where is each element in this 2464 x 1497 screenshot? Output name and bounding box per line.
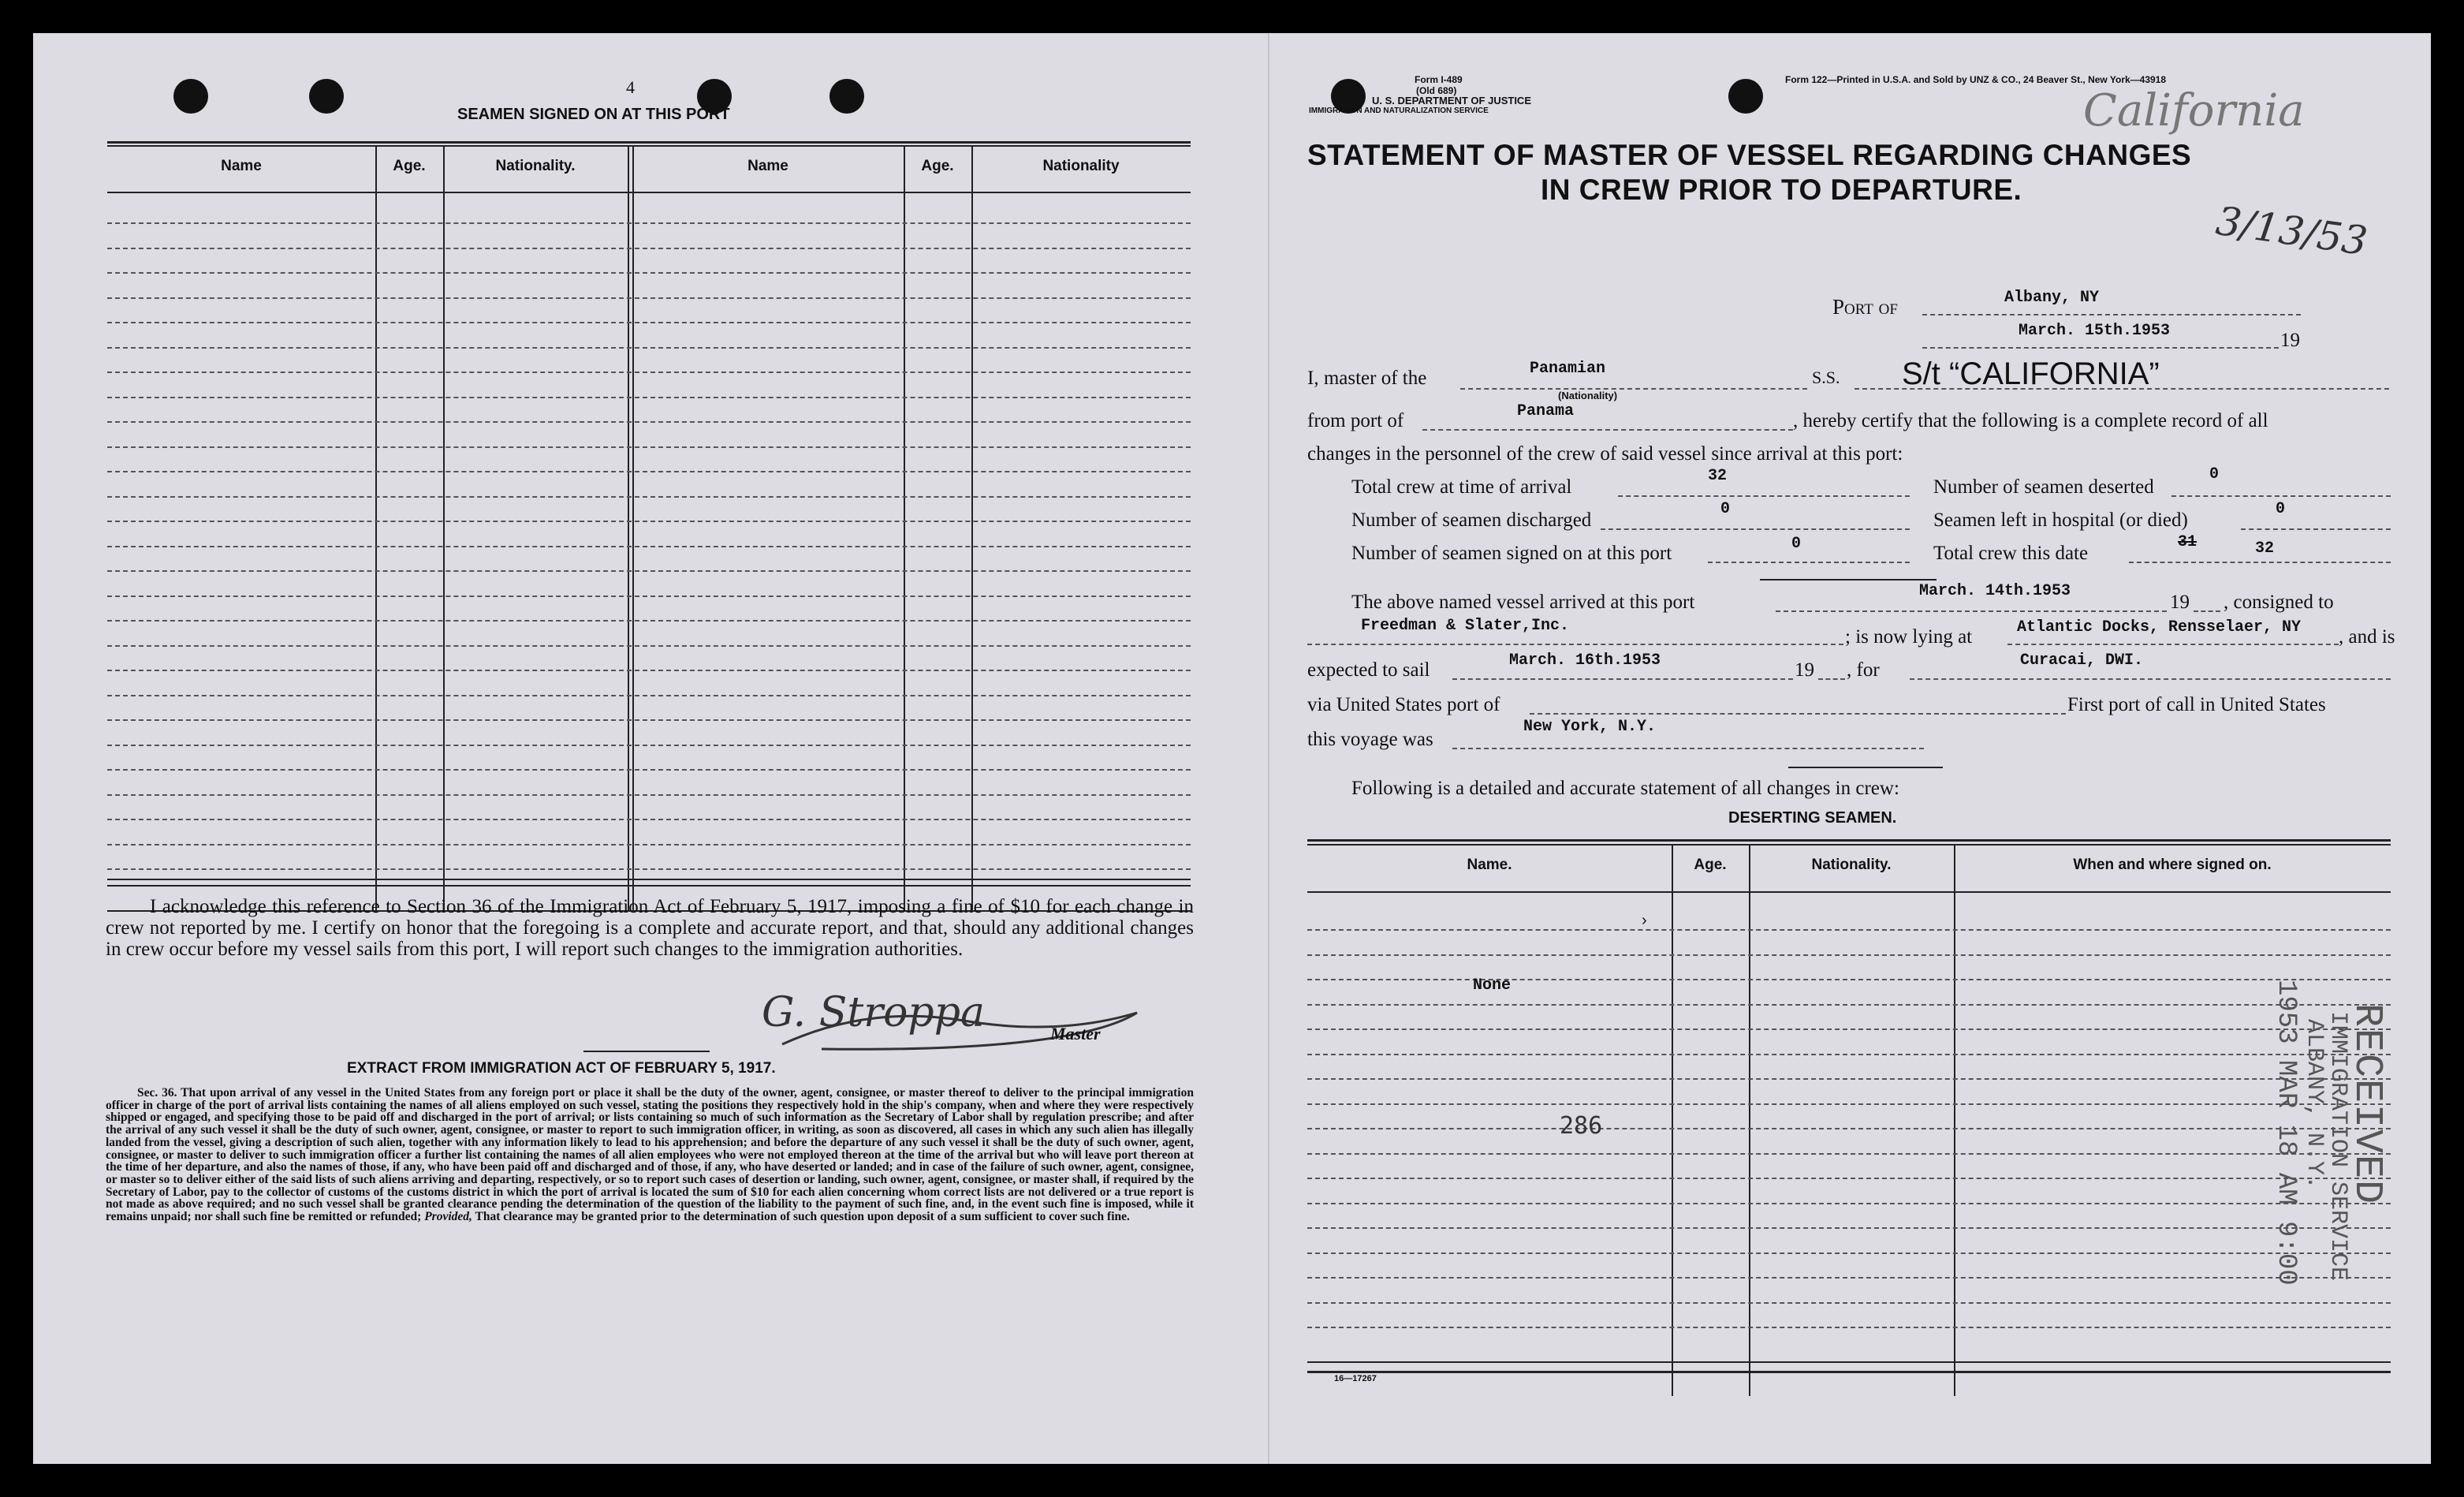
column-divider <box>375 145 377 912</box>
page-fold <box>1268 33 1269 1464</box>
column-header-nationality: Nationality <box>1042 158 1120 174</box>
port-line <box>1922 314 2301 315</box>
consigned-label: , consigned to <box>2224 592 2334 613</box>
from-port-label: from port of <box>1307 410 1404 431</box>
received-stamp-service <box>2324 1011 2351 1281</box>
deserting-table-top-rule <box>1307 839 2391 842</box>
deserting-header-age: Age. <box>1694 857 1727 873</box>
handwritten-date: 3/13/53 <box>2212 197 2370 265</box>
stamp-service: IMMIGRATION SERVICE <box>2324 1011 2351 1282</box>
handwritten-vessel-name: California <box>2083 85 2305 136</box>
separator-rule <box>583 1051 710 1052</box>
deserting-row-line <box>1307 1054 2391 1055</box>
consignee-line <box>1307 644 1843 645</box>
extract-title: EXTRACT FROM IMMIGRATION ACT OF FEBRUARY 5, 1917. <box>347 1060 776 1077</box>
table-row-line <box>107 794 1191 796</box>
table-row-line <box>107 496 1191 498</box>
deserting-row-line <box>1307 1178 2391 1179</box>
form-title-line-2: IN CREW PRIOR TO DEPARTURE. <box>1541 174 2022 206</box>
nationality-value: Panamian <box>1530 360 1606 378</box>
total-date-struck: 31 <box>2178 533 2197 551</box>
master-of-label: I, master of the <box>1307 368 1427 389</box>
certify-text: , hereby certify that the following is a complete record of all <box>1793 410 2268 431</box>
column-header-nationality: Nationality. <box>495 158 576 174</box>
first-port-label: First port of call in United States <box>2067 694 2326 715</box>
hospital-line <box>2241 528 2391 530</box>
form-title-line-1: STATEMENT OF MASTER OF VESSEL REGARDING CHANGES <box>1307 139 2192 171</box>
deserting-row-line <box>1307 1252 2391 1254</box>
discharged-value: 0 <box>1720 500 1731 518</box>
deserting-bottom-rule <box>1307 1371 2391 1373</box>
table-header-rule <box>107 192 1191 193</box>
date-value: March. 15th.1953 <box>2019 322 2171 340</box>
deserting-row-arrow: › <box>1642 912 1647 929</box>
total-arrival-label: Total crew at time of arrival <box>1351 476 1572 498</box>
stamp-date: 1953 MAR 18 AM 9:00 <box>2271 980 2301 1286</box>
deserting-table-top-rule <box>1307 844 2391 846</box>
date-line <box>1922 347 2279 349</box>
table-row-line <box>107 471 1191 472</box>
table-row-line <box>107 347 1191 349</box>
deserting-row-line <box>1307 1128 2391 1129</box>
nationality-caption: (Nationality) <box>1558 390 1618 401</box>
stamp-location: ALBANY, N.Y. <box>2301 1019 2328 1190</box>
table-row-line <box>107 745 1191 746</box>
column-divider <box>628 145 629 912</box>
department-name: U. S. DEPARTMENT OF JUSTICE <box>1372 95 1531 106</box>
table-row-line <box>107 844 1191 846</box>
stats-separator <box>1760 579 1937 581</box>
deserting-bottom-rule <box>1307 1361 2391 1363</box>
lying-line <box>2007 644 2339 645</box>
expected-label: expected to sail <box>1307 659 1430 681</box>
nationality-line <box>1460 388 1807 390</box>
hospital-label: Seamen left in hospital (or died) <box>1933 510 2188 531</box>
total-arrival-value: 32 <box>1708 467 1728 485</box>
lying-label: ; is now lying at <box>1845 626 1973 648</box>
column-header-name: Name <box>747 158 788 174</box>
table-bottom-rule <box>107 885 1191 887</box>
vessel-name: S/t “CALIFORNIA” <box>1902 357 2160 391</box>
signed-on-table-title: SEAMEN SIGNED ON AT THIS PORT <box>457 106 730 123</box>
deserting-header-name: Name. <box>1467 857 1512 873</box>
punch-hole <box>829 79 864 114</box>
deserting-header-signed-on: When and where signed on. <box>2073 857 2272 873</box>
column-header-name: Name <box>221 158 262 174</box>
following-text: Following is a detailed and accurate statement of all changes in crew: <box>1351 778 1899 799</box>
via-label: via United States port of <box>1307 694 1500 715</box>
deserting-row-line <box>1307 1302 2391 1304</box>
deserting-row-line <box>1307 979 2391 980</box>
discharged-line <box>1601 528 1910 530</box>
voyage-line <box>1452 748 1924 749</box>
table-bottom-rule <box>107 879 1191 880</box>
table-row-line <box>107 222 1191 224</box>
table-row-line <box>107 819 1191 820</box>
deserting-row-line <box>1307 1203 2391 1204</box>
expected-year-line <box>1818 678 1845 680</box>
arrived-value: March. 14th.1953 <box>1919 582 2071 600</box>
deserting-row-line <box>1307 1028 2391 1030</box>
hospital-value: 0 <box>2276 500 2286 518</box>
deserting-row-line <box>1307 954 2391 956</box>
for-line <box>1910 678 2391 680</box>
table-row-line <box>107 248 1191 249</box>
voyage-label: this voyage was <box>1307 729 1433 750</box>
for-value: Curacai, DWI. <box>2020 651 2144 670</box>
deserting-column-divider <box>1672 844 1673 1396</box>
column-divider <box>971 145 973 912</box>
table-top-rule <box>107 145 1191 147</box>
arrived-year-suffix: 19 <box>2170 592 2190 613</box>
total-date-line <box>2129 562 2391 563</box>
table-row-line <box>107 272 1191 274</box>
discharged-label: Number of seamen discharged <box>1351 510 1592 531</box>
table-top-rule <box>107 141 1191 144</box>
deserting-header-nationality: Nationality. <box>1811 857 1892 873</box>
port-value: Albany, NY <box>2004 289 2100 307</box>
deserted-value: 0 <box>2209 465 2220 483</box>
ss-label: S.S. <box>1812 368 1840 387</box>
port-label: Port of <box>1832 295 1898 319</box>
total-date-value: 32 <box>2255 539 2275 558</box>
year-suffix: 19 <box>2280 330 2300 351</box>
for-label: , for <box>1847 659 1880 681</box>
arrived-line <box>1776 610 2167 612</box>
date-year-suffix <box>2280 330 2300 352</box>
deserted-label: Number of seamen deserted <box>1933 476 2154 498</box>
deserting-title: DESERTING SEAMEN. <box>1728 809 1897 827</box>
from-port-value: Panama <box>1517 402 1575 420</box>
acknowledgment-paragraph: I acknowledge this reference to Section 36 of the Immigration Act of February 5, 1917, imposing a fine of $10 for each change in crew not reported by me. I certify on honor that the foregoing is a complete and accurate report, and that, should any additional changes in crew occur before my vessel sails from this port, I will report such changes to the immigration authorities. <box>106 896 1194 960</box>
table-row-line <box>107 521 1191 522</box>
arrived-label: The above named vessel arrived at this port <box>1351 592 1695 613</box>
column-divider <box>443 145 445 912</box>
total-arrival-line <box>1618 495 1910 497</box>
table-row-line <box>107 645 1191 647</box>
deserting-row-line <box>1307 929 2391 931</box>
signed-on-label: Number of seamen signed on at this port <box>1351 543 1672 564</box>
deserting-column-divider <box>1749 844 1750 1396</box>
table-row-line <box>107 620 1191 622</box>
deserting-row-line <box>1307 1227 2391 1229</box>
deserting-row-line <box>1307 1327 2391 1328</box>
deserting-row-line <box>1307 1004 2391 1006</box>
received-stamp-location <box>2301 1019 2328 1189</box>
deserting-row-line <box>1307 1277 2391 1279</box>
printer-note: Form 122—Printed in U.S.A. and Sold by UNZ & CO., 24 Beaver St., New York—43918 <box>1785 74 2167 85</box>
table-row-line <box>107 421 1191 423</box>
expected-year-suffix: 19 <box>1795 659 1814 681</box>
and-is-label: , and is <box>2339 626 2395 648</box>
voyage-separator <box>1788 767 1943 768</box>
extract-end: That clearance may be granted prior to the determination of such question upon deposit of a sum sufficient to cover such fine. <box>475 1210 1130 1224</box>
deserting-row-name: None <box>1473 976 1512 995</box>
table-row-line <box>107 719 1191 721</box>
column-header-age: Age. <box>393 158 426 174</box>
column-header-age: Age. <box>921 158 954 174</box>
total-date-label: Total crew this date <box>1933 543 2089 564</box>
deserting-row-line <box>1307 1153 2391 1155</box>
master-label: Master <box>1050 1024 1101 1043</box>
deserted-line <box>2171 495 2391 497</box>
table-row-line <box>107 868 1191 870</box>
table-row-line <box>107 371 1191 373</box>
extract-paragraph <box>106 1087 1194 1223</box>
table-row-line <box>107 769 1191 771</box>
expected-value: March. 16th.1953 <box>1509 651 1661 670</box>
received-stamp-date <box>2271 980 2301 1286</box>
table-row-line <box>107 446 1191 448</box>
table-row-line <box>107 570 1191 572</box>
lying-value: Atlantic Docks, Rensselaer, NY <box>2017 618 2302 637</box>
consignee-value: Freedman & Slater,Inc. <box>1361 617 1570 635</box>
service-name: IMMIGRATION AND NATURALIZATION SERVICE <box>1309 106 1489 115</box>
column-divider <box>904 145 905 912</box>
deserting-row-line <box>1307 1103 2391 1105</box>
page-number: 4 <box>626 77 635 97</box>
from-port-line <box>1422 429 1793 431</box>
stamp-received: RECEIVED <box>2344 1003 2389 1206</box>
form-old-number: (Old 689) <box>1416 85 1457 96</box>
table-row-line <box>107 297 1191 299</box>
voyage-value: New York, N.Y. <box>1523 718 1657 736</box>
via-line <box>1530 713 2066 715</box>
punch-hole <box>173 79 208 114</box>
column-divider <box>632 145 634 912</box>
signed-on-value: 0 <box>1791 535 1802 553</box>
extract-section-number: Sec. 36. <box>137 1086 177 1099</box>
punch-hole <box>1728 79 1763 114</box>
form-number: Form I-489 <box>1415 74 1463 85</box>
master-signature: G. Stroppa <box>762 989 986 1036</box>
table-row-line <box>107 695 1191 696</box>
footer-code: 16—17267 <box>1334 1374 1377 1383</box>
deserting-row-line <box>1307 1078 2391 1080</box>
changes-text: changes in the personnel of the crew of said vessel since arrival at this port: <box>1307 443 1903 465</box>
document-sheet <box>33 33 2431 1464</box>
file-number: 286 <box>1560 1112 1603 1140</box>
table-row-line <box>107 670 1191 671</box>
table-row-line <box>107 595 1191 597</box>
table-row-line <box>107 397 1191 398</box>
extract-body: That upon arrival of any vessel in the United States from any foreign port or place it shall be the duty of the owner, agent, consignee, or master thereof to deliver to the principal immigration officer in charge of the port of arrival lists containing the names of all aliens employed on such vessel, stating the positions they respectively hold in the ship's company, when and where they were respectively shipped or engaged, and specifying those to be paid off and discharged in the port of arrival; or lists containing so much of such information as the Secretary of Labor shall by regulation prescribe; and after the arrival of any such vessel it shall be the duty of such owner, agent, consignee, or master to report to such immigration officer, in writing, as soon as discovered, all cases in which any such alien has illegally landed from the vessel, giving a description of such alien, together with any information likely to lead to his apprehension; and before the departure of any such vessel it shall be the duty of such owner, agent, consignee, or master to deliver to such immigration officer a further list containing the names of all alien employees who were not employed thereon at the time of the arrival but who will leave port thereon at the time of her departure, and also the names of those, if any, who have been paid off and discharged and of those, if any, who have deserted or landed; and in case of the failure of such owner, agent, consignee, or master so to deliver either of the said lists of such aliens arriving and departing, respectively, or so to report such cases of desertion or landing, such owner, agent, consignee, or master shall, if required by the Secretary of Labor, pay to the collector of customs of the customs district in which the port of arrival is located the sum of $10 for each alien concerning whom correct lists are not delivered or a true report is not made as above required; and no such vessel shall be granted clearance pending the determination of the question of the liability to the payment of such fine, and, in the event such fine is imposed, while it remains unpaid; nor shall such fine be remitted or refunded; <box>106 1086 1194 1224</box>
signed-on-line <box>1708 562 1910 563</box>
table-row-line <box>107 546 1191 547</box>
extract-provided: Provided, <box>424 1210 472 1224</box>
table-row-line <box>107 322 1191 323</box>
arrived-year-line <box>2194 610 2220 612</box>
expected-line <box>1452 678 1793 680</box>
deserting-column-divider <box>1954 844 1955 1396</box>
deserting-header-rule <box>1307 891 2391 893</box>
punch-hole <box>309 79 344 114</box>
